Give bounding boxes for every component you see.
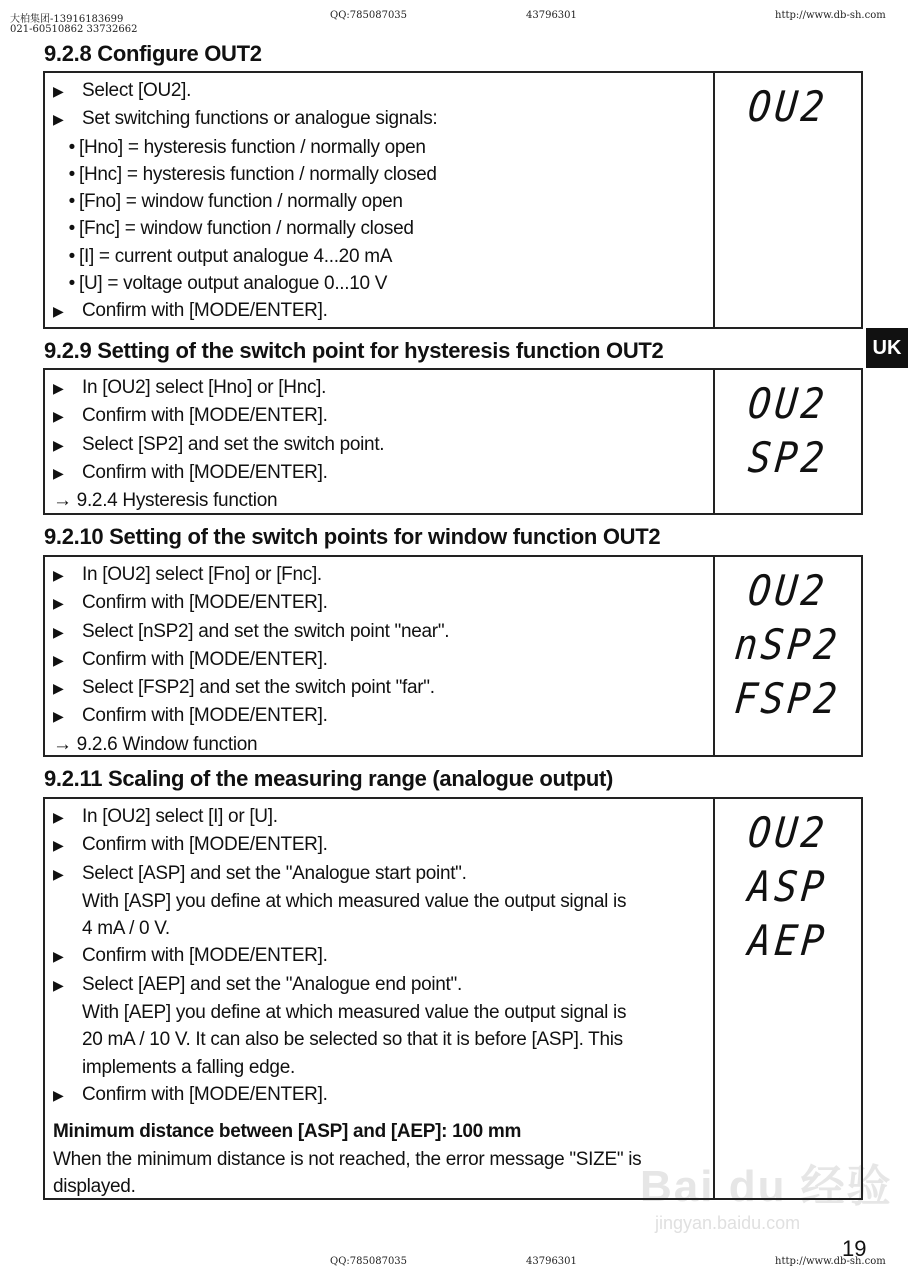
instruction-step	[53, 459, 713, 487]
line-text: Confirm with [MODE/ENTER].	[82, 405, 328, 427]
triangle-bullet-icon: ▶	[53, 303, 64, 320]
line-text: Select [SP2] and set the switch point.	[82, 433, 385, 455]
triangle-bullet-icon: ▶	[53, 948, 64, 965]
instruction-step	[53, 297, 713, 325]
watermark-logo: Bai du 经验	[640, 1162, 893, 1211]
header-company: 大柏集团-13916183699	[10, 14, 124, 25]
triangle-bullet-icon: ▶	[53, 380, 64, 396]
dot-bullet-icon: •	[68, 191, 75, 213]
triangle-bullet-icon: ▶	[53, 83, 64, 99]
triangle-bullet-icon: ▶	[53, 708, 64, 725]
section-box-9-2-9	[43, 368, 863, 515]
instruction-detail	[53, 1054, 713, 1081]
lcd-readout: nSP2	[732, 619, 844, 669]
option-bullet	[53, 161, 713, 188]
line-text: In [OU2] select [I] or [U].	[82, 806, 278, 827]
instructions	[45, 370, 715, 513]
page-number: 19	[842, 1236, 867, 1261]
line-text: Select [OU2].	[82, 80, 192, 101]
dot-bullet-icon: •	[68, 245, 75, 267]
line-text: [Fnc] = window function / normally closed	[79, 218, 414, 240]
language-tab: UK	[866, 328, 908, 368]
instruction-step	[53, 860, 713, 888]
line-text: [U] = voltage output analogue 0...10 V	[79, 273, 388, 295]
triangle-bullet-icon: ▶	[53, 595, 64, 612]
cross-reference	[53, 731, 713, 758]
line-text: Confirm with [MODE/ENTER].	[82, 834, 328, 856]
footer-qq: QQ:785087035	[330, 1256, 408, 1267]
lcd-readout: OU2	[746, 81, 830, 131]
line-text: → 9.2.6 Window function	[53, 733, 258, 755]
cross-reference	[53, 487, 713, 514]
instruction-step	[53, 402, 713, 430]
line-text: Confirm with [MODE/ENTER].	[82, 648, 328, 670]
triangle-bullet-icon: ▶	[53, 436, 64, 453]
instruction-detail	[53, 888, 713, 915]
triangle-bullet-icon: ▶	[53, 567, 64, 583]
instruction-step	[53, 831, 713, 859]
line-text: [Hnc] = hysteresis function / normally closed	[79, 163, 437, 185]
section-title: 9.2.8 Configure OUT2	[44, 41, 262, 66]
triangle-bullet-icon: ▶	[53, 651, 64, 668]
triangle-bullet-icon: ▶	[53, 809, 64, 825]
section-title: 9.2.11 Scaling of the measuring range (analogue output)	[44, 766, 614, 791]
lcd-display	[715, 557, 861, 755]
instruction-step	[53, 1081, 713, 1109]
line-text: Select [nSP2] and set the switch point "near".	[82, 620, 450, 642]
lcd-readout: OU2	[746, 807, 830, 857]
line-text: Confirm with [MODE/ENTER].	[82, 461, 328, 483]
line-text: → 9.2.4 Hysteresis function	[53, 490, 278, 512]
lcd-readout: FSP2	[732, 673, 844, 723]
option-bullet	[53, 243, 713, 270]
instruction-step	[53, 561, 713, 589]
note-body: When the minimum distance is not reached, the error message "SIZE" is displayed.	[53, 1148, 642, 1197]
line-text: [I] = current output analogue 4...20 mA	[79, 245, 393, 267]
dot-bullet-icon: •	[68, 136, 75, 158]
dot-bullet-icon: •	[68, 163, 75, 185]
triangle-bullet-icon: ▶	[53, 111, 64, 128]
line-text: Confirm with [MODE/ENTER].	[82, 592, 328, 614]
line-text: 4 mA / 0 V.	[82, 918, 170, 940]
lcd-readout: AEP	[746, 915, 830, 965]
header-phone: 021-60510862 33732662	[10, 24, 138, 35]
section-box-9-2-10	[43, 555, 863, 757]
triangle-bullet-icon: ▶	[53, 623, 64, 640]
line-text: Select [FSP2] and set the switch point "far".	[82, 677, 435, 699]
instruction-step	[53, 431, 713, 459]
instruction-step	[53, 589, 713, 617]
instructions	[45, 799, 715, 1198]
section-box-9-2-11	[43, 797, 863, 1200]
lcd-readout: OU2	[746, 565, 830, 615]
header-url[interactable]: http://www.db-sh.com	[775, 10, 886, 21]
instruction-step	[53, 942, 713, 970]
instruction-step	[53, 618, 713, 646]
line-text: Confirm with [MODE/ENTER].	[82, 300, 328, 322]
line-text: Select [ASP] and set the "Analogue start point".	[82, 862, 467, 884]
dot-bullet-icon: •	[68, 273, 75, 295]
instruction-detail	[53, 915, 713, 942]
instructions	[45, 73, 715, 327]
lcd-readout: SP2	[746, 432, 830, 482]
watermark-url: jingyan.baidu.com	[655, 1213, 801, 1233]
triangle-bullet-icon: ▶	[53, 464, 64, 481]
dot-bullet-icon: •	[68, 218, 75, 240]
line-text: Set switching functions or analogue signals:	[82, 108, 438, 130]
section-box-9-2-8	[43, 71, 863, 329]
option-bullet	[53, 134, 713, 161]
line-text: In [OU2] select [Hno] or [Hnc].	[82, 377, 327, 398]
triangle-bullet-icon: ▶	[53, 680, 64, 697]
line-text: With [AEP] you define at which measured value the output signal is	[82, 1002, 627, 1024]
option-bullet	[53, 215, 713, 242]
lcd-display	[715, 370, 861, 513]
triangle-bullet-icon: ▶	[53, 1086, 64, 1103]
lcd-display	[715, 799, 861, 1198]
instruction-detail	[53, 1026, 713, 1053]
line-text: Confirm with [MODE/ENTER].	[82, 1083, 328, 1105]
instruction-step	[53, 702, 713, 730]
instruction-step	[53, 77, 713, 105]
footer-number: 43796301	[526, 1256, 577, 1267]
instruction-step	[53, 105, 713, 133]
instruction-detail	[53, 999, 713, 1026]
section-title: 9.2.10 Setting of the switch points for window function OUT2	[44, 524, 661, 549]
header-qq: QQ:785087035	[330, 10, 408, 21]
line-text: [Fno] = window function / normally open	[79, 191, 403, 213]
instruction-step	[53, 646, 713, 674]
footer-url[interactable]: http://www.db-sh.com	[775, 1256, 886, 1267]
instructions	[45, 557, 715, 755]
triangle-bullet-icon: ▶	[53, 976, 64, 993]
section-title: 9.2.9 Setting of the switch point for hysteresis function OUT2	[44, 338, 664, 363]
option-bullet	[53, 270, 713, 297]
line-text: Select [AEP] and set the "Analogue end point".	[82, 973, 462, 995]
triangle-bullet-icon: ▶	[53, 408, 64, 425]
line-text: Confirm with [MODE/ENTER].	[82, 705, 328, 727]
lcd-readout: ASP	[746, 861, 830, 911]
line-text: [Hno] = hysteresis function / normally open	[79, 136, 426, 158]
instruction-step	[53, 374, 713, 402]
line-text: 20 mA / 10 V. It can also be selected so that it is before [ASP]. This	[82, 1029, 623, 1051]
lcd-display	[715, 73, 861, 327]
option-bullet	[53, 188, 713, 215]
lcd-readout: OU2	[746, 378, 830, 428]
line-text: With [ASP] you define at which measured value the output signal is	[82, 890, 627, 912]
header-number: 43796301	[526, 10, 577, 21]
line-text: Confirm with [MODE/ENTER].	[82, 945, 328, 967]
instruction-step	[53, 971, 713, 999]
instruction-step	[53, 674, 713, 702]
triangle-bullet-icon: ▶	[53, 865, 64, 882]
note-title: Minimum distance between [ASP] and [AEP]: 100 mm	[53, 1121, 522, 1143]
instruction-step	[53, 803, 713, 831]
triangle-bullet-icon: ▶	[53, 837, 64, 854]
line-text: implements a falling edge.	[82, 1056, 295, 1078]
line-text: In [OU2] select [Fno] or [Fnc].	[82, 564, 322, 585]
